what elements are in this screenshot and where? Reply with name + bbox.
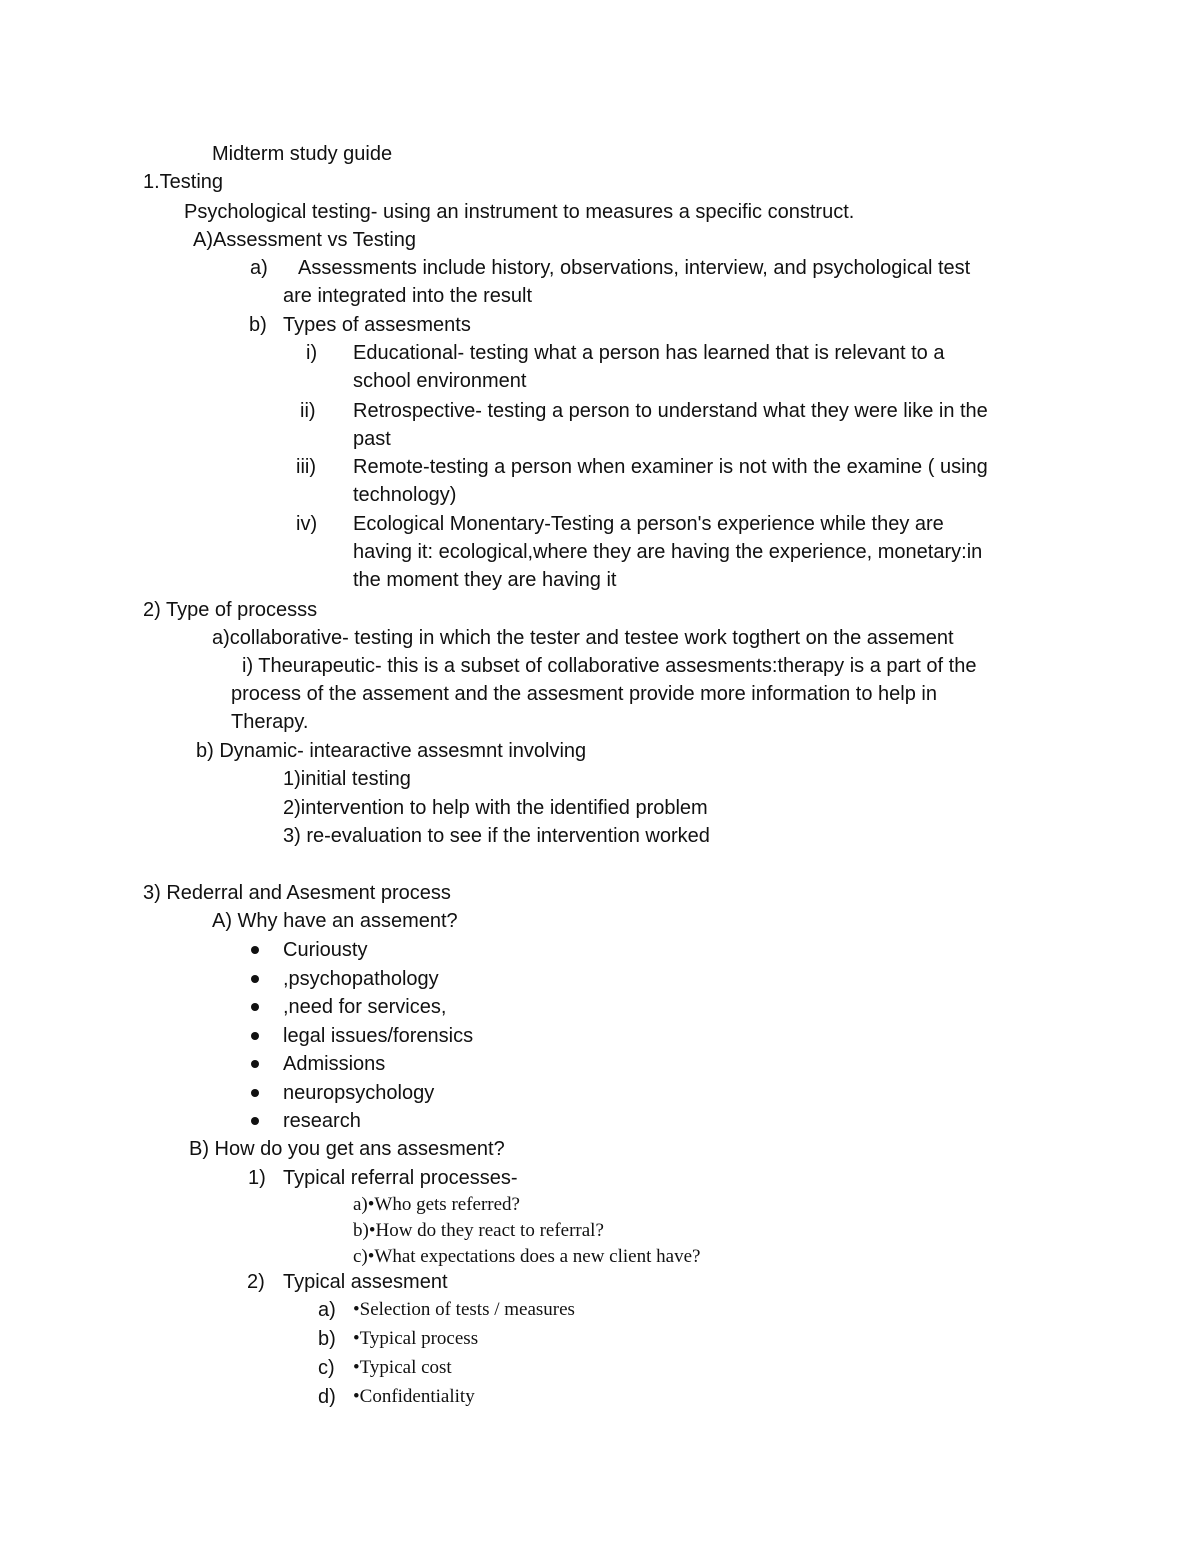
bullet-item: ,psychopathology — [283, 968, 439, 990]
list-item-text: i) Theurapeutic- this is a subset of collaborative assesments:therapy is a part of the — [242, 655, 977, 677]
list-item-text: 3) re-evaluation to see if the intervention worked — [283, 825, 710, 847]
document-title: Midterm study guide — [212, 143, 393, 165]
bullet-item: research — [283, 1110, 361, 1132]
list-item-text: 2)intervention to help with the identified problem — [283, 797, 708, 819]
section-3-heading: 3) Rederral and Asesment process — [143, 882, 451, 904]
section-2-heading: 2) Type of processs — [143, 599, 318, 621]
testing-definition: Psychological testing- using an instrument to measures a specific construct. — [184, 201, 855, 223]
bullet-icon — [251, 946, 259, 954]
list-item-text: 1)initial testing — [283, 768, 411, 790]
list-item-text: Assessments include history, observations, interview, and psychological test — [298, 257, 971, 279]
subsection-a-heading: A) Why have an assement? — [212, 910, 458, 932]
section-1-heading: 1.Testing — [143, 171, 224, 193]
list-item-text: Ecological Monentary-Testing a person's experience while they are — [353, 513, 944, 535]
roman-marker: iii) — [296, 456, 316, 478]
bullet-icon — [251, 1089, 259, 1097]
list-item-text: Types of assesments — [283, 314, 471, 336]
list-item-text: a)•Who gets referred? — [353, 1194, 520, 1215]
list-marker: b) — [249, 314, 267, 336]
list-item-text: having it: ecological,where they are having the experience, monetary:in — [353, 541, 983, 563]
bullet-icon — [251, 1003, 259, 1011]
subsection-b-heading: B) How do you get ans assesment? — [189, 1138, 505, 1160]
list-item-text: process of the assement and the assesment provide more information to help in — [231, 683, 937, 705]
list-item-text: school environment — [353, 370, 527, 392]
bullet-item: Curiousty — [283, 939, 368, 961]
list-item-text: Typical referral processes- — [283, 1167, 518, 1189]
list-item-text: are integrated into the result — [283, 285, 533, 307]
list-marker: 2) — [247, 1271, 265, 1293]
list-item-text: the moment they are having it — [353, 569, 617, 591]
list-item-text: technology) — [353, 484, 457, 506]
subsection-a-heading: A)Assessment vs Testing — [193, 229, 417, 251]
list-marker: c) — [318, 1357, 335, 1379]
bullet-icon — [251, 975, 259, 983]
bullet-item: legal issues/forensics — [283, 1025, 474, 1047]
list-item-text: b) Dynamic- intearactive assesmnt involving — [196, 740, 587, 762]
roman-marker: iv) — [296, 513, 318, 535]
list-marker: a) — [250, 257, 268, 279]
list-item-text: Typical assesment — [283, 1271, 448, 1293]
list-marker: 1) — [248, 1167, 266, 1189]
bullet-icon — [251, 1060, 259, 1068]
list-marker: b) — [318, 1328, 336, 1350]
bullet-icon — [251, 1117, 259, 1125]
bullet-item: neuropsychology — [283, 1082, 435, 1104]
bullet-item: ,need for services, — [283, 996, 447, 1018]
list-item-text: •Typical cost — [353, 1357, 452, 1378]
list-item-text: Retrospective- testing a person to understand what they were like in the — [353, 400, 988, 422]
list-item-text: •Selection of tests / measures — [353, 1299, 575, 1320]
list-marker: a) — [318, 1299, 336, 1321]
list-item-text: Remote-testing a person when examiner is not with the examine ( using — [353, 456, 988, 478]
list-item-text: •Confidentiality — [353, 1386, 475, 1407]
bullet-icon — [251, 1032, 259, 1040]
list-marker: d) — [318, 1386, 336, 1408]
list-item-text: b)•How do they react to referral? — [353, 1220, 604, 1241]
list-item-text: a)collaborative- testing in which the tester and testee work togthert on the assement — [212, 627, 954, 649]
bullet-item: Admissions — [283, 1053, 386, 1075]
list-item-text: past — [353, 428, 391, 450]
roman-marker: ii) — [300, 400, 316, 422]
list-item-text: Therapy. — [231, 711, 309, 733]
list-item-text: Educational- testing what a person has learned that is relevant to a — [353, 342, 945, 364]
list-item-text: c)•What expectations does a new client have? — [353, 1246, 701, 1267]
list-item-text: •Typical process — [353, 1328, 479, 1349]
roman-marker: i) — [306, 342, 318, 364]
